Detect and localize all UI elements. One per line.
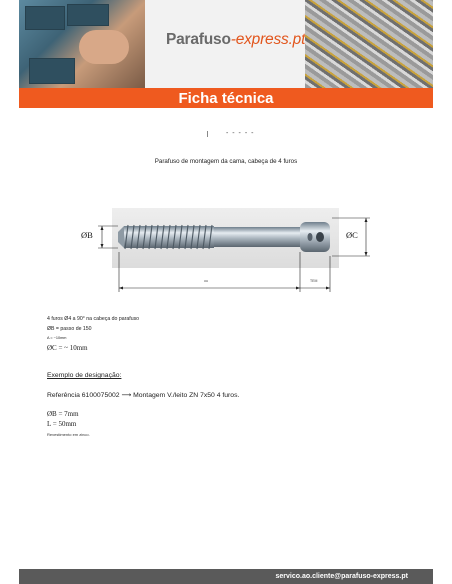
contact-email-link[interactable]: servico.ao.cliente@parafuso-express.pt: [275, 573, 408, 580]
header-banner: [19, 0, 433, 88]
title-banner: [19, 88, 433, 108]
example-heading: Exemplo de designação:: [47, 372, 122, 379]
screw-drawing-svg: [88, 200, 388, 310]
spec-holes: 4 furos Ø4 a 90° na cabeça do parafuso: [47, 316, 140, 322]
head-hole: [316, 232, 324, 242]
product-title: Parafuso de montagem da cama, cabeça de 4 furos: [154, 158, 298, 165]
label-diameter-c: ØC: [346, 230, 358, 240]
spec-diameter-c: ØC = ~ 10mm: [47, 344, 88, 352]
example-diameter-b: ØB = 7mm: [47, 410, 79, 418]
label-diameter-b: ØB: [81, 230, 93, 240]
company-logo[interactable]: [166, 31, 305, 49]
code-dashes: - - - - -: [226, 130, 255, 137]
example-finish: Revestimento em zinco.: [47, 432, 90, 437]
screw-technical-drawing: [81, 200, 388, 310]
label-head-length: TEM: [310, 279, 318, 283]
example-reference: Referência 6100075002 ⟶ Montagem V./leito ZN 7x50 4 furos.: [47, 392, 240, 399]
spec-a: A = ~10mm: [47, 336, 67, 340]
spec-diameter-b: ØB = passo de 150: [47, 326, 92, 332]
header-photo-hands-tools: [19, 0, 145, 88]
logo-accent-text: -express.pt: [230, 31, 306, 48]
head-hole-2: [308, 233, 313, 241]
example-length: L = 50mm: [47, 420, 77, 428]
label-length: ou: [204, 279, 208, 283]
footer-bar: [19, 569, 433, 584]
screw-shank: [214, 227, 300, 247]
page-title: Ficha técnica: [178, 90, 274, 107]
header-photo-screws: [305, 0, 433, 88]
logo-main-text: Parafuso: [166, 31, 231, 48]
code-marker: [207, 131, 208, 137]
screw-head: [300, 222, 330, 252]
